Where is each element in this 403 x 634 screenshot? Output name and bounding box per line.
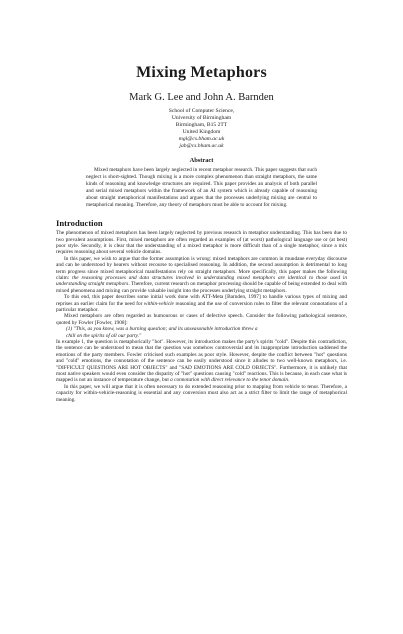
- text-span: . Therefore, current research on metaphor processing should be capable of being extended to deal with mixed phenomena and mixing can provide valuable insight into the processes underlying straight metaphors.: [56, 281, 347, 294]
- quoted-example: [66, 326, 347, 339]
- quote-line: chill on the spirits of all our party.": [66, 332, 142, 339]
- affiliation-line: Birmingham, B15 2TT: [175, 122, 228, 129]
- text-span: reasoning and the use of conversion rules to filter the relevant connotations of a particular metaphor.: [56, 300, 347, 313]
- paper-title: Mixing Metaphors: [136, 64, 267, 81]
- affiliation-line: School of Computer Science,: [168, 108, 235, 114]
- affiliation-line: University of Birmingham: [171, 115, 232, 122]
- author-email: jab@cs.bham.ac.uk: [179, 143, 224, 150]
- text-span: .: [288, 377, 290, 384]
- affiliation-block: [56, 108, 347, 151]
- emphasized-phrase: a connotation with direct relevance to the tenor domain: [170, 377, 289, 384]
- author-email: mgl@cs.bham.ac.uk: [178, 136, 225, 143]
- paper-page: [0, 64, 403, 634]
- paragraph: [56, 256, 347, 294]
- paragraph: Mixed metaphors are often regarded as humourous or cases of defective speech. Consider the following pathological sentence, quoted by Fowler [Fowler, 1908]:: [56, 313, 347, 326]
- paragraph: [56, 339, 347, 384]
- emphasized-claim: the reasoning processes and data structures involved in understanding mixed metaphors are identical to those used in understanding straight metaphors: [56, 274, 347, 288]
- paragraph: [56, 294, 347, 313]
- quote-line: (1) "This, as you know, was a burning question; and its unseasonable introduction threw a: [66, 326, 258, 333]
- text-span: In this paper, we wish to argue that the former assumption is wrong: mixed metaphors are common in mundane everyday discourse and can be understood by hearers without recourse to specialised reasoning. In addition, the second assumption is detrimental to long term progress since mixed metaphorical manifestations rely on straight metaphors. More specifically, this paper makes the following claim:: [56, 255, 347, 281]
- body-text: [56, 230, 347, 403]
- abstract-heading: Abstract: [189, 156, 214, 164]
- emphasized-term: within-vehicle: [143, 300, 174, 307]
- abstract-text: Mixed metaphors have been largely neglected in recent metaphor research. This paper suggests that such neglect is short-sighted. Though mixing is a more complex phenomenon than straight metaphors, the same kinds of reasoning and knowledge structures are required. This paper provides an analysis of both parallel and serial mixed metaphors within the framework of an AI system which is already capable of reasoning about straight metaphorical manifestations and argues that the processes underlying mixing are central to metaphorical meaning. Therefore, any theory of metaphors must be able to account for mixing.: [86, 166, 317, 209]
- affiliation-line: United Kingdom: [182, 129, 221, 136]
- paragraph: In this paper, we will argue that it is often necessary to do extended reasoning prior to mapping from vehicle to tenor. Therefore, a capacity for within-vehicle-reasoning is essential and any conversion must also act as a strict filter to limit the range of metaphorical meaning.: [56, 383, 347, 403]
- section-heading: Introduction: [56, 218, 103, 229]
- text-span: In example 1, the question is metaphorically "hot". However, its introduction makes the party's spirits "cold". Despite this contradiction, the sentence can be understood to mean that the question was somehow controversial and its inappropriate introduction saddened the emotions of the party members. Fowler criticised such examples as poor style. However, despite the conflict between "hot" questions and "cold" emotions, the connotation of the sentence can be easily understood since it alludes to two well-known metaphors, i.e. "DIFFICULT QUESTIONS ARE HOT OBJECTS" and "SAD EMOTIONS ARE COLD OBJECTS". Furthermore, it is unlikely that most native speakers would even consider the disparity of "hot" questions causing "cold" reactions. This is because, in each case what is mapped is not an instance of temperature change, but: [56, 339, 347, 384]
- author-names: Mark G. Lee and John A. Barnden: [129, 92, 274, 103]
- text-span: To this end, this paper describes some initial work done with ATT-Meta [Barnden, 1997] to handle various types of mixing and reprises an earlier claim for the need for: [56, 294, 347, 307]
- paragraph: The phenomenon of mixed metaphors has been largely neglected by previous research in metaphor understanding. This has been due to two prevalent assumptions. First, mixed metaphors are often regarded as examples of (at worst) pathological language use or (at best) poor style. Secondly, it is clear that the understanding of a mixed metaphor is more difficult than of a single metaphor, since a mix requires reasoning about several vehicle domains.: [56, 230, 347, 256]
